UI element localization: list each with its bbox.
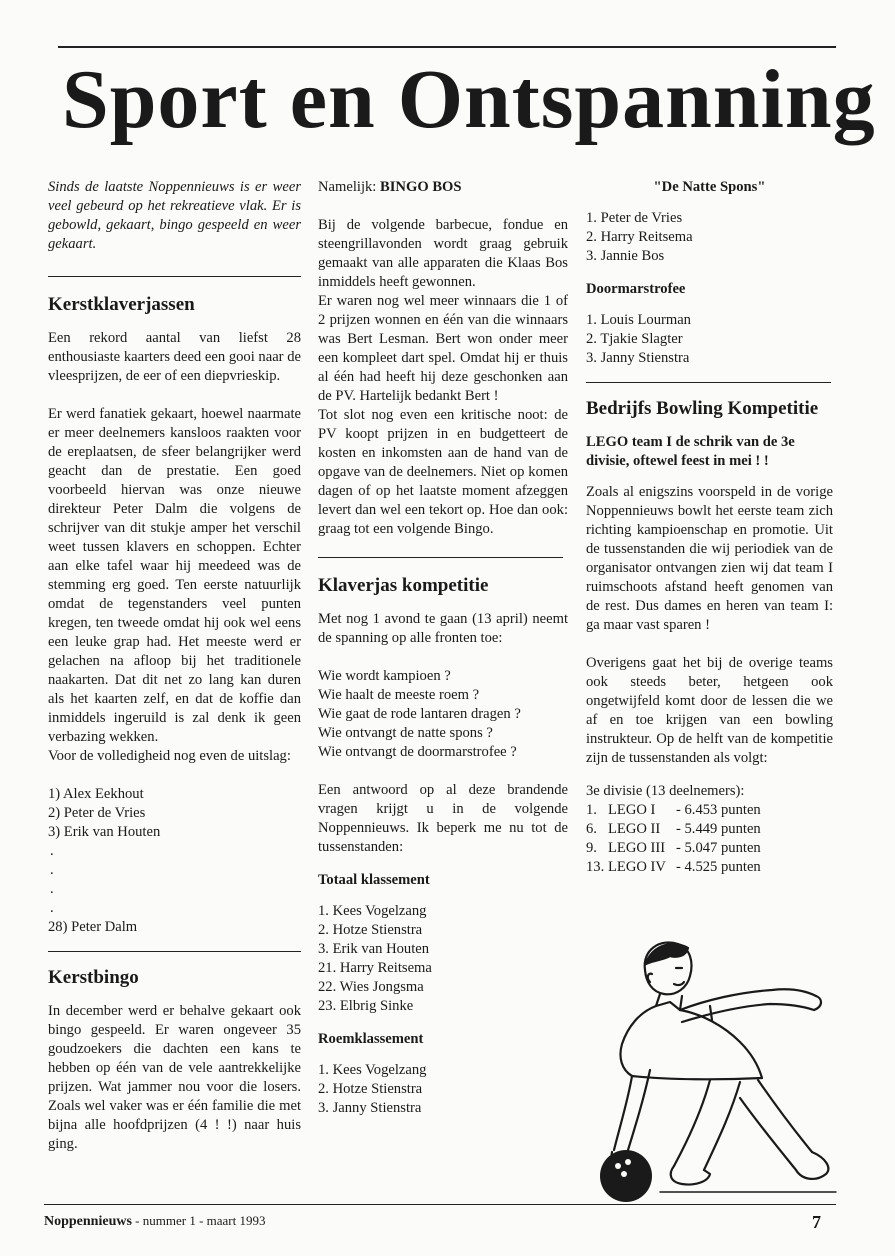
column-1 [48,178,301,1154]
klaverjas-p2: Een antwoord op al deze brandende vragen krijgt u in de volgende Noppennieuws. Ik beperk me nu tot de tussenstanden: [318,782,568,855]
namelijk-line [318,178,568,197]
top-rule [58,46,836,48]
standing-pos: 6. [586,821,597,837]
heading-bowling: Bedrijfs Bowling Kompetitie [586,398,819,419]
standing-team: LEGO II [608,821,661,837]
standing-score: - 5.047 punten [676,840,761,856]
klaverjas-results-list [48,785,301,937]
footer-brand: Noppennieuws [44,1214,132,1229]
list-item: 1. Louis Lourman [586,312,691,328]
list-item: 22. Wies Jongsma [318,979,424,995]
bingo-p1: Bij de volgende barbecue, fondue en steengrillavonden wordt graag gebruik gemaakt van alle apparaten die Klaas Bos inmiddels heeft gewonnen. [318,217,568,290]
list-item: 2. Harry Reitsema [586,229,693,245]
kerstbingo-p1: In december werd er behalve gekaart ook bingo gespeeld. Er waren ongeveer 35 goudzoekers die dachten een kans te hebben op één van de vele aantrekkelijke prijzen. Wat jammer nou voor die losers. Zoals wel vaker was er één familie die met bijna alle hoofdprijzen (4 ! !) naar huis ging. [48,1003,301,1152]
footer-issue: - nummer 1 - maart 1993 [131,1213,266,1228]
list-item: 2. Tjakie Slagter [586,331,683,347]
list-item: 1. Peter de Vries [586,210,683,226]
list-item: 1. Kees Vogelzang [318,1062,427,1078]
intro-text: Sinds de laatste Noppennieuws is er weer veel gebeurd op het rekreatieve vlak. Er is gebowld, gekaart, bingo gespeeld en weer gekaart. [48,179,301,252]
list-item: 2. Hotze Stienstra [318,922,423,938]
heading-kerstbingo: Kerstbingo [48,967,139,988]
roem-list [318,1061,568,1118]
table-row [586,858,833,877]
column-2 [318,178,568,1118]
questions-list [318,667,568,762]
list-item: 28) Peter Dalm [48,919,138,935]
bingo-p3: Tot slot nog even een kritische noot: de PV koopt prijzen in en budgetteert de kosten en inkomsten aan de hand van de opgave van de deelnemers. Niet op komen dagen of op het laatste moment afzeggen levert dan wel een tekort op. Hoe dan ook: graag tot een volgende Bingo. [318,407,568,537]
list-item: 3. Jannie Bos [586,248,665,264]
table-row [586,801,833,820]
list-item: 3) Erik van Houten [48,824,161,840]
standing-score: - 5.449 punten [676,821,761,837]
list-item: 21. Harry Reitsema [318,960,432,976]
kerstklaverjassen-p2: Er werd fanatiek gekaart, hoewel naarmate er meer deelnemers kansloos raakten voor de ereplaatsen, de sfeer belangrijker werd geacht dan de prestatie. Een goed voorbeeld hiervan was onze nieuwe direkteur Peter Dalm die volgens de schrijver van dit stukje amper het verschil weet tussen klavers en schoppen. Echter aan elke tafel waar hij meedeed was de stemming erg goed. Ten eerste natuurlijk omdat de tegenstanders veel punten kregen, ten tweede omdat hij ook wel eens een leuke grap had. Het meeste werd er gelachen na afloop bij het traditionele naakarten. Dat dit net zo lang kan duren als het kaarten zelf, en dat de koffie dan inmiddels ingeruild is zal denk ik geen verbazing wekken. [48,406,301,745]
heading-totaal-klassement: Totaal klassement [318,872,430,888]
list-ellipsis-dot: . [50,862,54,878]
kerstklaverjassen-p1: Een rekord aantal van liefst 28 enthousiaste kaarters deed een gooi naar de vleesprijzen, de eer of een diepvrieskip. [48,330,301,384]
heading-kerstklaverjassen: Kerstklaverjassen [48,294,195,315]
list-item: 2. Hotze Stienstra [318,1081,423,1097]
standing-team: LEGO III [608,840,666,856]
bingo-p2: Er waren nog wel meer winnaars die 1 of 2 prijzen wonnen en één van die winnaars was Bert Lesman. Bert won onder meer een kompleet dart spel. Omdat hij er thuis al één had heeft hij deze geschonken aan de PV. Hartelijk bedankt Bert ! [318,293,568,404]
list-item: 1) Alex Eekhout [48,786,144,802]
heading-natte-spons: "De Natte Spons" [653,179,766,195]
doormars-list [586,311,833,368]
list-item: Wie haalt de meeste roem ? [318,687,480,703]
list-item: Wie ontvangt de natte spons ? [318,725,493,741]
footer [44,1213,266,1230]
list-item: Wie ontvangt de doormarstrofee ? [318,744,517,760]
standing-pos: 9. [586,840,597,856]
namelijk-label: Namelijk: [318,179,381,195]
standings-table [586,801,833,877]
footer-rule [44,1204,836,1205]
table-row [586,820,833,839]
spons-list [586,209,833,266]
list-item: Wie wordt kampioen ? [318,668,451,684]
list-item: 3. Janny Stienstra [318,1100,422,1116]
standing-team: LEGO I [608,802,656,818]
list-item: 2) Peter de Vries [48,805,146,821]
bowler-illustration [590,930,840,1205]
bowling-p2: Overigens gaat het bij de overige teams ook steeds beter, hetgeen ook ongetwijfeld komt door de lessen die we af en toe krijgen van een bowling instrukteur. Op de helft van de kompetitie zijn de tussenstanden als volgt: [586,655,833,766]
klaverjas-p1: Met nog 1 avond te gaan (13 april) neemt de spanning op alle fronten toe: [318,611,568,646]
list-ellipsis-dot: . [50,843,54,859]
standing-score: - 4.525 punten [676,859,761,875]
bowling-subheading: LEGO team I de schrik van de 3e divisie, oftewel feest in mei ! ! [586,434,795,469]
divisie-label: 3e divisie (13 deelnemers): [586,783,745,799]
list-ellipsis-dot: . [50,881,54,897]
namelijk-name: BINGO BOS [380,179,462,195]
standing-pos: 1. [586,802,597,818]
table-row [586,839,833,858]
heading-roemklassement: Roemklassement [318,1031,424,1047]
list-item: 3. Erik van Houten [318,941,430,957]
kerstklaverjassen-p3: Voor de volledigheid nog even de uitslag: [48,748,291,764]
list-item: Wie gaat de rode lantaren dragen ? [318,706,521,722]
standing-pos: 13. [586,859,605,875]
list-item: 3. Janny Stienstra [586,350,690,366]
list-item: 23. Elbrig Sinke [318,998,414,1014]
list-item: 1. Kees Vogelzang [318,903,427,919]
list-ellipsis-dot: . [50,900,54,916]
page-title: Sport en Ontspanning [62,53,876,146]
column-3 [586,178,833,877]
standing-score: - 6.453 punten [676,802,761,818]
bowling-p1: Zoals al enigszins voorspeld in de vorige Noppennieuws bowlt het eerste team zich richting kampioenschap en promotie. Uit de tussenstanden die wij periodiek van de organisator ontvangen zien wij dat team I ruimschoots afstand heeft genomen van de rest. Dus dames en heren van team I: ga maar vast sparen ! [586,484,833,633]
totaal-list [318,902,568,1016]
page-number: 7 [812,1212,821,1232]
heading-doormarstrofee: Doormarstrofee [586,281,686,297]
standing-team: LEGO IV [608,859,666,875]
heading-klaverjas-kompetitie: Klaverjas kompetitie [318,575,489,596]
